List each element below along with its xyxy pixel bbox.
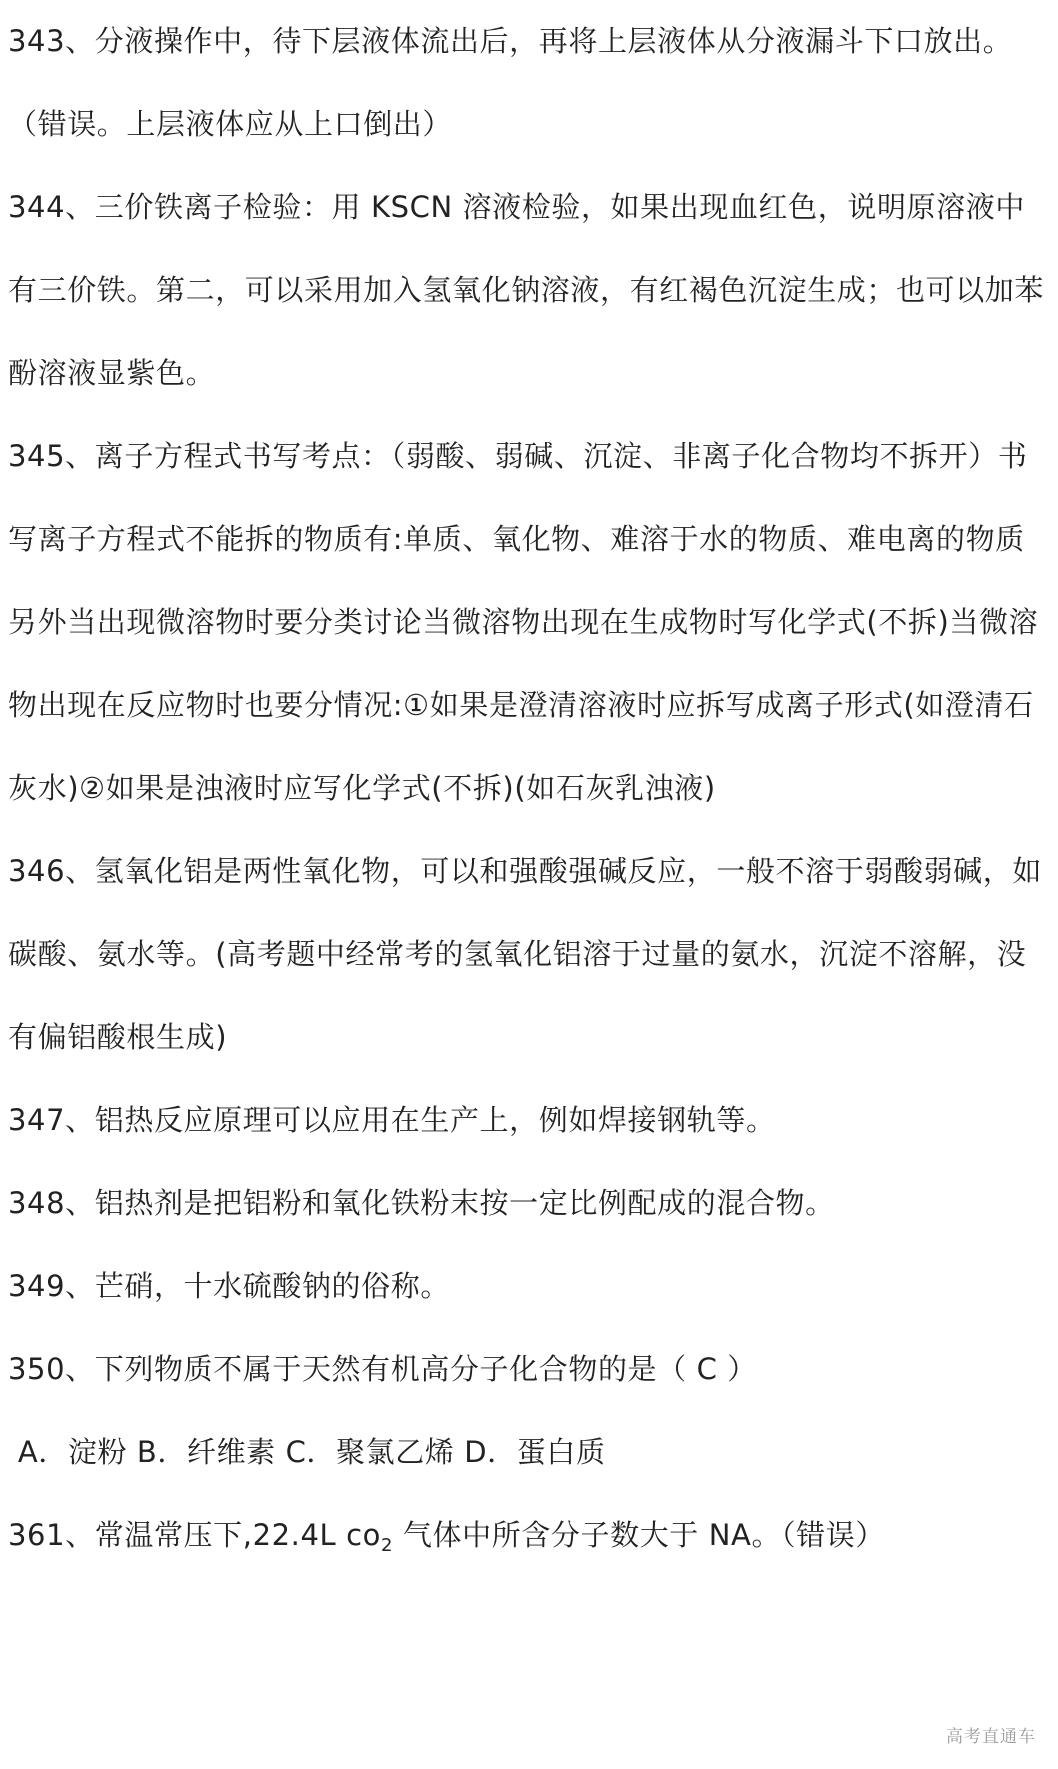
item-347: 347、铝热反应原理可以应用在生产上，例如焊接钢轨等。 [8,1103,776,1137]
item-350-options: A．淀粉 B．纤维素 C．聚氯乙烯 D．蛋白质 [8,1435,606,1469]
item-350: 350、下列物质不属于天然有机高分子化合物的是（ C ） [8,1352,757,1386]
watermark: 高考直通车 [946,1727,1036,1747]
item-361 [8,1494,1048,1587]
item-345: 345、离子方程式书写考点：（弱酸、弱碱、沉淀、非离子化合物均不拆开）书写离子方程式不能拆的物质有:单质、氧化物、难溶于水的物质、难电离的物质另外当出现微溶物时要分类讨论当微溶物出现在生成物时写化学式(不拆)当微溶物出现在反应物时也要分情况:①如果是澄清溶液时应拆写成离子形式(如澄清石灰水)②如果是浊液时应写化学式(不拆)(如石灰乳浊液) [8,439,1039,805]
document-body [8,0,1048,1587]
item-348: 348、铝热剂是把铝粉和氧化铁粉末按一定比例配成的混合物。 [8,1186,835,1220]
item-361-text-after: 气体中所含分子数大于 NA。（错误） [393,1518,885,1552]
item-346: 346、氢氧化铝是两性氧化物，可以和强酸强碱反应，一般不溶于弱酸弱碱，如碳酸、氨水等。(高考题中经常考的氢氧化铝溶于过量的氨水，沉淀不溶解，没有偏铝酸根生成) [8,854,1042,1054]
item-361-text-before: 361、常温常压下,22.4L co [8,1518,382,1552]
item-349: 349、芒硝，十水硫酸钠的俗称。 [8,1269,450,1303]
item-361-subscript: 2 [381,1535,394,1556]
item-344: 344、三价铁离子检验：用 KSCN 溶液检验，如果出现血红色，说明原溶液中有三价铁。第二，可以采用加入氢氧化钠溶液，有红褐色沉淀生成；也可以加苯酚溶液显紫色。 [8,190,1045,390]
item-343: 343、分液操作中，待下层液体流出后，再将上层液体从分液漏斗下口放出。（错误。上层液体应从上口倒出） [8,24,1013,141]
